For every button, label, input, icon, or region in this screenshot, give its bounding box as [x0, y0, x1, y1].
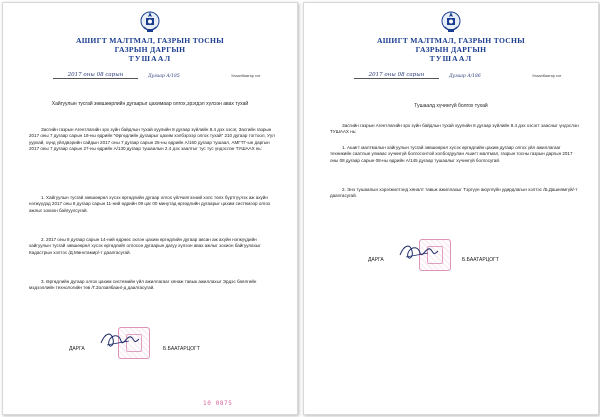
document-left: [2, 2, 298, 415]
signatory-name: Б.БААТАРЦОГТ: [163, 346, 200, 352]
received-stamp: 10 0875: [203, 400, 233, 407]
order-city: Улаанбаатар хот: [231, 74, 261, 78]
state-emblem-icon: [441, 9, 461, 35]
order-number: Дугаар А/185: [148, 74, 180, 79]
order-preamble: Засгийн газрын Агентлагийн эрх зүйн байдлын тухай хуулийн 8 дугаар зүйлийн 8.4 дэх хэсэг, Засгийн газрын 2017 оны 7 дугаар сарын 18-ны өдрийн "Өргөдлийн дугаарыг цахим хэлбэрээр олгох тухай" 210 дугаар тогтоол, Уул уурхай, хүнд үйлдвэрийн сайдын 2017 оны 7 дугаар сарын 25-ны өдрийн А/160 дугаар тушаал, АМГТГ-ын даргын 2017 оны 7 дугаар сарын 27-ны өдрийн А/130 дугаар тушаалын 2.4 дэх заалтыг тус тус үндэслэн ТУШААХ нь:: [29, 127, 275, 152]
signatory-name: Б.БААТАРЦОГТ: [462, 257, 499, 263]
order-preamble: Засгийн газрын Агентлагийн эрх зүйн байдлын тухай хуулийн 8 дугаар зүйлийн 8.4 дэх хэсэгт заасныг үндэслэн ТУШААХ нь:: [330, 123, 579, 135]
state-emblem-icon: [140, 9, 160, 35]
signatory-title: ДАРГА: [368, 257, 384, 263]
document-right: [303, 2, 599, 415]
signatory-title: ДАРГА: [69, 346, 85, 352]
order-date: 2017 оны 08 сарын: [53, 72, 138, 79]
order-number: Дугаар А/186: [449, 74, 481, 79]
order-date: 2017 оны 08 сарын: [354, 72, 439, 79]
order-city: Улаанбаатар хот: [532, 74, 562, 78]
order-label: ТУШААЛ: [429, 54, 473, 63]
order-clause-3: 3. Өргөдлийн дугаар олгох цахим системийн үйл ажиллагааг хянаж тавьж ажиллахыг Эрдэс баялгийн мэдээллийн технологийн төв /Г.Золзаябаан/-д даалгасугай.: [29, 279, 257, 291]
order-clause-2: 2. Энэ тушаалын хэрэгжилтэнд хяналт тавьж ажиллахыг Тэргүүн аюулгүйн удирдлагын хэлтэс /Б.Дашнямгүй/-т даалгасугай.: [330, 187, 578, 199]
order-title: Хайгуулын тусгай зөвшөөрлийн дугаарыг цахимаар олгох,эрэгдэл хүлээн авах тухай: [51, 101, 249, 107]
order-label: ТУШААЛ: [128, 54, 172, 63]
signature-icon: [99, 329, 143, 351]
org-name-line2: ГАЗРЫН ДАРГЫН: [114, 45, 186, 54]
signature-icon: [398, 241, 442, 263]
org-name-line2: ГАЗРЫН ДАРГЫН: [415, 45, 487, 54]
order-clause-1: 1. Ашигт малтмалын хайгуулын тусгай зөвшөөрөл хүсэх өргөдлийн цахим дугаар олгох үйл ажиллагааг техникийн саатлын улмаас хүчингүй болгосонтой холбогдуулан Ашигт малтмал, газрын тосны газрын даргын 2017 оны 08 дугаар сарын 08-ны өдрийн А/145 дугаар тушаалыг хүчингүй болгосугай.: [330, 145, 573, 163]
order-clause-2: 2. 2017 оны 8 дугаар сарын 14-ний өдрөөс эхлэн цахим өргөдлийн дугаар авсан аж ахуйн нэгжүүдийн хайгуулын тусгай зөвшөөрөл хүсэх өргөдлийг олгосон дугаарын дагуу хүлээн авах ажлыг зохион байгуулахыг Кадастрын хэлтэс /Д.Мөнхтамир/-т даалгасугай.: [29, 237, 261, 255]
org-name-line1: АШИГТ МАЛТМАЛ, ГАЗРЫН ТОСНЫ: [75, 36, 225, 45]
order-title: Тушаалд хүчингүй болгох тухай: [414, 103, 488, 109]
order-clause-1: 1. Хайгуулын тусгай зөвшөөрөл хүсэх өргөдлийн дугаар олгох үйлчилгээний хэлс төлх бүртгүүлэх аж ахуйн нэгжүүдэд 2017 оны 8 дугаар сарын 11-ний өдрийн 09 цаг 00 минутад өргөдлийн дугаарыг цахим системээр олгох ажлыг зохион байгуулсугай.: [29, 195, 271, 213]
org-name-line1: АШИГТ МАЛТМАЛ, ГАЗРЫН ТОСНЫ: [376, 36, 526, 45]
